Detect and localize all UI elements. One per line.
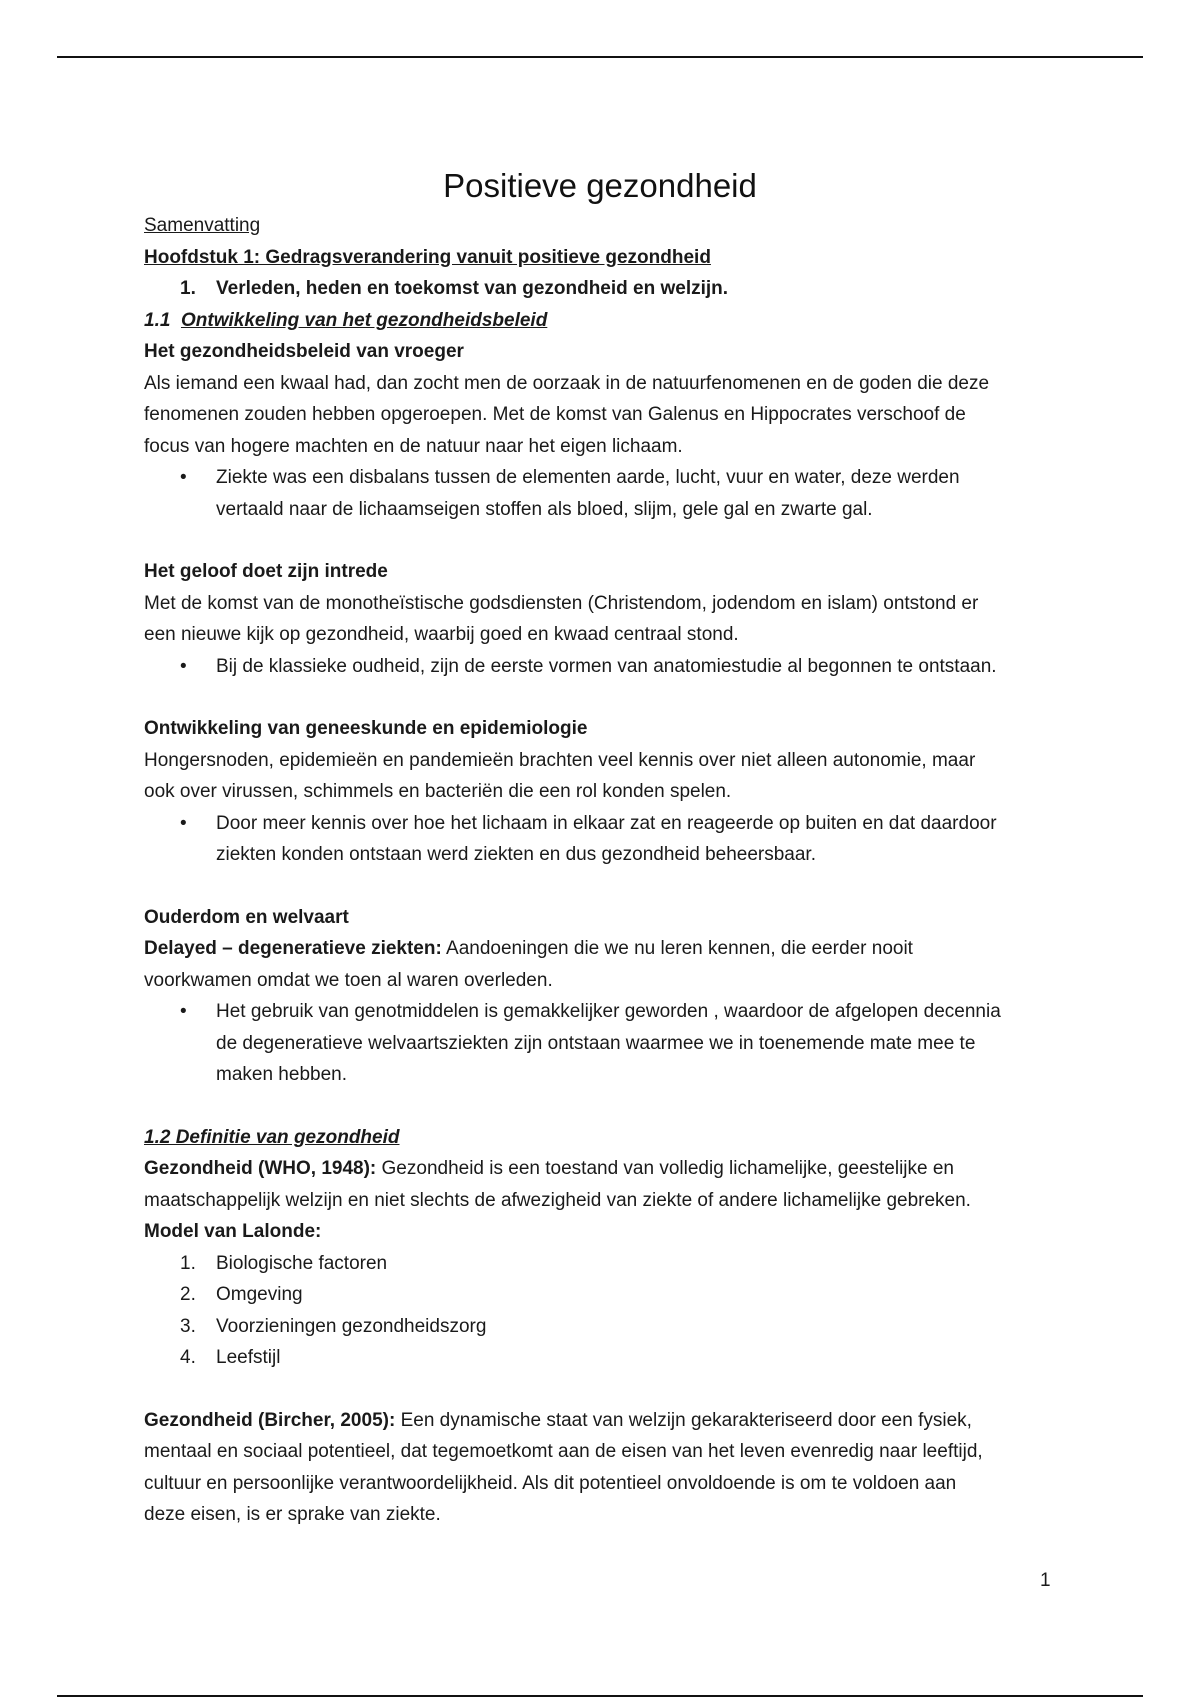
bullet-item	[144, 462, 1064, 525]
section-label: Verleden, heden en toekomst van gezondheid en welzijn.	[216, 278, 729, 299]
definition-term: Gezondheid (Bircher, 2005):	[144, 1409, 396, 1431]
list-label: Voorzieningen gezondheidszorg	[216, 1315, 487, 1337]
document-body	[144, 210, 1064, 1531]
list-number: 3.	[180, 1315, 196, 1337]
list-number: 4.	[180, 1347, 196, 1368]
list-number: 2.	[180, 1284, 196, 1305]
subsection-label: Ontwikkeling van het gezondheidsbeleid	[180, 309, 548, 331]
bullet-icon: •	[180, 467, 187, 488]
list-label: Biologische factoren	[216, 1252, 388, 1274]
bullet-line: de degeneratieve welvaartsziekten zijn ontstaan waarmee we in toenemende mate mee te	[216, 1032, 976, 1054]
list-label: Leefstijl	[216, 1347, 281, 1368]
list-item	[144, 1311, 1064, 1343]
definition-text: Gezondheid is een toestand van volledig lichamelijke, geestelijke en	[376, 1158, 954, 1179]
paragraph-line: Hongersnoden, epidemieën en pandemieën brachten veel kennis over niet alleen autonomie, maar	[144, 749, 976, 771]
section-number: 1.	[180, 278, 196, 299]
bullet-item	[144, 808, 1064, 871]
subsection-heading-1-1	[144, 305, 1064, 337]
bullet-line: maken hebben.	[216, 1064, 347, 1085]
bullet-line: Bij de klassieke oudheid, zijn de eerste vormen van anatomiestudie al begonnen te ontstaan.	[216, 655, 997, 677]
heading-vroeger: Het gezondheidsbeleid van vroeger	[144, 341, 464, 362]
bullet-icon: •	[180, 655, 187, 677]
paragraph-line: voorkwamen omdat we toen al waren overleden.	[144, 969, 553, 991]
bullet-item	[144, 651, 1064, 683]
paragraph-line: maatschappelijk welzijn en niet slechts de afwezigheid van ziekte of andere lichamelijke gebreken.	[144, 1189, 971, 1211]
bullet-icon: •	[180, 812, 187, 834]
paragraph-line: cultuur en persoonlijke verantwoordelijkheid. Als dit potentieel onvoldoende is om te voldoen aan	[144, 1472, 957, 1494]
footer-rule	[57, 1695, 1143, 1697]
definition-text: Aandoeningen die we nu leren kennen, die eerder nooit	[441, 938, 913, 959]
bullet-line: Ziekte was een disbalans tussen de elementen aarde, lucht, vuur en water, deze werden	[216, 467, 960, 488]
header-rule	[57, 56, 1143, 58]
definition-line	[144, 1405, 1064, 1437]
definition-term: Gezondheid (WHO, 1948):	[144, 1158, 377, 1179]
bullet-line: Door meer kennis over hoe het lichaam in elkaar zat en reageerde op buiten en dat daardoor	[216, 812, 997, 834]
section-heading-1	[144, 273, 1064, 305]
heading-geneeskunde: Ontwikkeling van geneeskunde en epidemiologie	[144, 718, 588, 739]
list-item	[144, 1279, 1064, 1311]
summary-label: Samenvatting	[144, 215, 261, 236]
page-title: Positieve gezondheid	[443, 167, 757, 205]
definition-line	[144, 933, 1064, 965]
bullet-line: vertaald naar de lichaamseigen stoffen als bloed, slijm, gele gal en zwarte gal.	[216, 498, 873, 520]
chapter-heading: Hoofdstuk 1: Gedragsverandering vanuit positieve gezondheid	[144, 246, 711, 268]
paragraph-line: deze eisen, is er sprake van ziekte.	[144, 1504, 441, 1525]
definition-line	[144, 1153, 1064, 1185]
heading-lalonde: Model van Lalonde:	[144, 1221, 322, 1242]
bullet-icon: •	[180, 1001, 187, 1022]
paragraph-line: Als iemand een kwaal had, dan zocht men de oorzaak in de natuurfenomenen en de goden die deze	[144, 372, 990, 394]
list-label: Omgeving	[216, 1284, 303, 1305]
heading-ouderdom: Ouderdom en welvaart	[144, 906, 349, 928]
subsection-heading-1-2: 1.2 Definitie van gezondheid	[144, 1126, 400, 1148]
definition-term: Delayed – degeneratieve ziekten:	[144, 938, 442, 959]
paragraph-line: focus van hogere machten en de natuur naar het eigen lichaam.	[144, 435, 683, 457]
paragraph-line: fenomenen zouden hebben opgeroepen. Met de komst van Galenus en Hippocrates verschoof de	[144, 404, 966, 425]
paragraph-line: Met de komst van de monotheïstische godsdiensten (Christendom, jodendom en islam) ontstond er	[144, 592, 979, 614]
subsection-number: 1.1	[144, 309, 171, 331]
list-item	[144, 1342, 1064, 1374]
list-item	[144, 1248, 1064, 1280]
paragraph-line: mentaal en sociaal potentieel, dat tegemoetkomt aan de eisen van het leven evenredig naar leeftijd,	[144, 1441, 983, 1462]
bullet-line: Het gebruik van genotmiddelen is gemakkelijker geworden , waardoor de afgelopen decennia	[216, 1001, 1001, 1022]
bullet-item	[144, 996, 1064, 1091]
paragraph-line: ook over virussen, schimmels en bacteriën die een rol konden spelen.	[144, 781, 732, 802]
paragraph-line: een nieuwe kijk op gezondheid, waarbij goed en kwaad centraal stond.	[144, 624, 739, 645]
bullet-line: ziekten konden ontstaan werd ziekten en dus gezondheid beheersbaar.	[216, 844, 816, 865]
list-number: 1.	[180, 1252, 196, 1274]
page-number: 1	[1040, 1570, 1051, 1591]
heading-geloof: Het geloof doet zijn intrede	[144, 561, 388, 582]
definition-text: Een dynamische staat van welzijn gekarakteriseerd door een fysiek,	[395, 1409, 972, 1431]
